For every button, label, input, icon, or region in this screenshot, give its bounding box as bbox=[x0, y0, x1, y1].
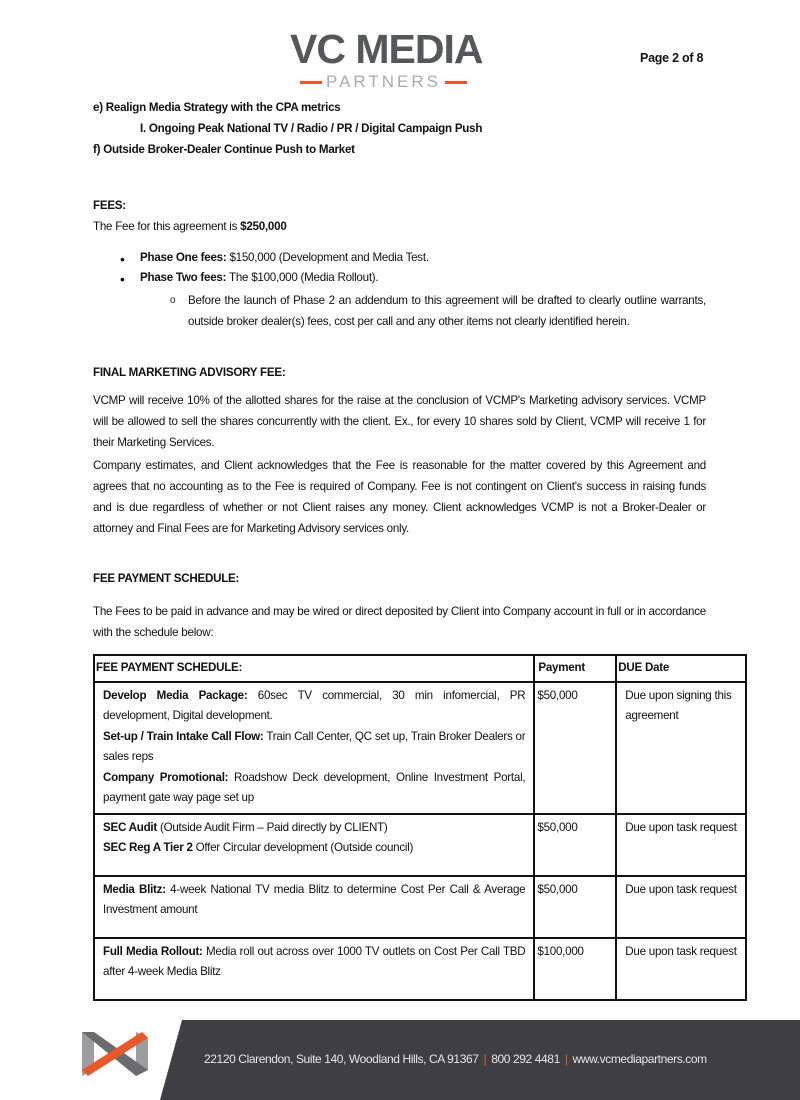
footer-contact bbox=[204, 1052, 707, 1066]
description-cell bbox=[94, 876, 534, 938]
page-number: Page 2 of 8 bbox=[640, 51, 704, 65]
footer-website[interactable]: www.vcmediapartners.com bbox=[572, 1052, 707, 1066]
item-text: (Outside Audit Firm – Paid directly by CLIENT) bbox=[157, 820, 388, 834]
item-text: Offer Circular development (Outside council) bbox=[192, 841, 414, 854]
item-text: 60sec TV commercial, 30 min infomercial, PR development, Digital development. bbox=[103, 688, 526, 722]
payment-cell: $50,000 bbox=[534, 814, 616, 876]
description-cell bbox=[94, 814, 534, 876]
due-cell: Due upon signing this agreement bbox=[616, 682, 746, 814]
description-cell bbox=[94, 682, 534, 814]
payment-cell: $50,000 bbox=[534, 876, 616, 938]
col-header: Payment bbox=[534, 655, 616, 682]
brand-mark-icon bbox=[80, 1030, 150, 1078]
fees-intro bbox=[93, 220, 287, 233]
footer-address: 22120 Clarendon, Suite 140, Woodland Hills, CA 91367 bbox=[204, 1052, 479, 1066]
table-row bbox=[94, 682, 746, 814]
schedule-intro: The Fees to be paid in advance and may be wired or direct deposited by Client into Company account in full or in accordance with the schedule below: bbox=[93, 605, 706, 639]
logo-subtitle-text: PARTNERS bbox=[326, 72, 442, 91]
item-label: Company Promotional: bbox=[103, 770, 229, 784]
table-row bbox=[94, 938, 746, 1000]
item-label: Set-up / Train Intake Call Flow: bbox=[103, 729, 264, 743]
phase-two-label: Phase Two fees: bbox=[140, 271, 227, 284]
phase-two bbox=[140, 271, 378, 284]
fee-schedule-table bbox=[93, 654, 747, 1001]
advisory-paragraph-2: Company estimates, and Client acknowledges that the Fee is reasonable for the matter covered by this Agreement and agrees that no accounting as to the Fee is required of Company. Fee is not contingent on Client's success in raising funds and is due regardless of whether or not Client raises any money. Client acknowledges VCMP is not a Broker-Dealer or attorney and Final Fees are for Marketing Advisory services only. bbox=[93, 459, 706, 535]
phase-two-note: o Before the launch of Phase 2 an addendum to this agreement will be drafted to clearly outline warrants, outside broker dealer(s) fees, cost per call and any other items not clearly identified herein. bbox=[188, 290, 706, 332]
due-cell: Due upon task request bbox=[616, 814, 746, 876]
advisory-paragraph-1: VCMP will receive 10% of the allotted shares for the raise at the conclusion of VCMP's Marketing advisory services. VCMP will be allowed to sell the shares concurrently with the client. Ex., for every 10 shares sold by Client, VCMP will receive 1 for their Marketing Services. bbox=[93, 394, 706, 449]
description-item bbox=[103, 838, 525, 859]
due-cell: Due upon task request bbox=[616, 938, 746, 1000]
description-item bbox=[103, 768, 525, 809]
item-text: 4-week National TV media Blitz to determine Cost Per Call & Average Investment amount bbox=[103, 882, 526, 916]
phase-two-text: The $100,000 (Media Rollout). bbox=[226, 271, 379, 284]
phase-one bbox=[140, 251, 429, 264]
separator: | bbox=[564, 1052, 568, 1066]
logo-subtitle bbox=[296, 72, 471, 92]
fees-amount: $250,000 bbox=[240, 220, 287, 233]
phase-one-label: Phase One fees: bbox=[140, 251, 227, 264]
fees-intro-text: The Fee for this agreement is bbox=[93, 220, 241, 233]
col-header: FEE PAYMENT SCHEDULE: bbox=[94, 655, 534, 682]
payment-cell: $50,000 bbox=[534, 682, 616, 814]
item-text: Media roll out across over 1000 TV outlets on Cost Per Call TBD after 4-week Media Blitz bbox=[103, 944, 526, 978]
footer-phone: 800 292 4481 bbox=[491, 1052, 560, 1066]
item-label: Full Media Rollout: bbox=[103, 944, 203, 958]
payment-cell: $100,000 bbox=[534, 938, 616, 1000]
item-label: SEC Audit bbox=[103, 820, 157, 834]
schedule-heading: FEE PAYMENT SCHEDULE: bbox=[93, 572, 240, 585]
advisory-heading: FINAL MARKETING ADVISORY FEE: bbox=[93, 366, 286, 379]
item-text: Train Call Center, QC set up, Train Broker Dealers or sales reps bbox=[103, 729, 526, 763]
description-cell bbox=[94, 938, 534, 1000]
description-item bbox=[103, 880, 525, 921]
phase-one-text: $150,000 (Development and Media Test. bbox=[226, 251, 429, 264]
table-header bbox=[94, 655, 746, 682]
separator: | bbox=[483, 1052, 487, 1066]
list-item-e1: I. Ongoing Peak National TV / Radio / PR / Digital Campaign Push bbox=[140, 122, 483, 135]
due-cell: Due upon task request bbox=[616, 876, 746, 938]
table-row bbox=[94, 876, 746, 938]
description-item bbox=[103, 818, 525, 839]
description-item bbox=[103, 727, 525, 768]
item-label: SEC Reg A Tier 2 bbox=[103, 841, 193, 854]
item-label: Media Blitz: bbox=[103, 882, 166, 896]
list-item-f: f) Outside Broker-Dealer Continue Push to Market bbox=[93, 143, 355, 156]
footer bbox=[0, 1020, 800, 1100]
fees-heading: FEES: bbox=[93, 199, 126, 212]
table-row bbox=[94, 814, 746, 876]
logo-title: VC MEDIA bbox=[290, 26, 483, 72]
item-text: Roadshow Deck development, Online Investment Portal, payment gate way page set up bbox=[103, 770, 526, 804]
list-item-e: e) Realign Media Strategy with the CPA metrics bbox=[93, 101, 341, 114]
col-header: DUE Date bbox=[616, 655, 746, 682]
description-item bbox=[103, 686, 525, 727]
description-item bbox=[103, 942, 525, 983]
item-label: Develop Media Package: bbox=[103, 688, 248, 702]
